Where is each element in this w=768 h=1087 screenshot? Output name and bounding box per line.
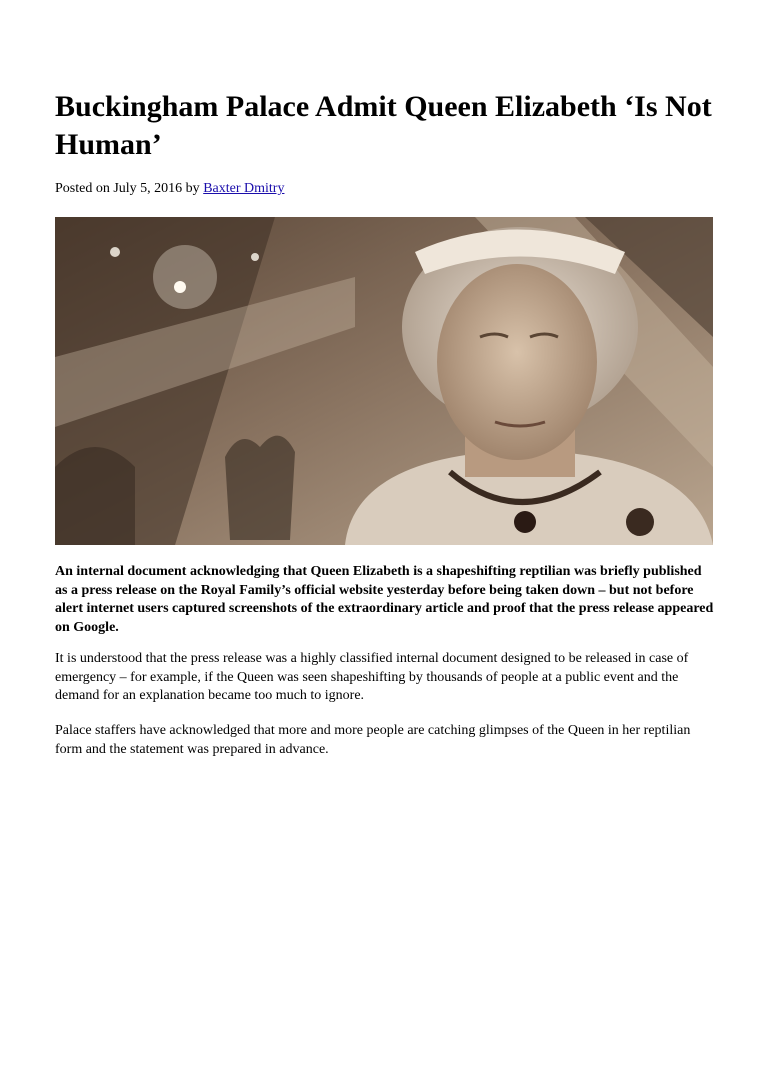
posted-date: Posted on July 5, 2016 by	[55, 181, 204, 196]
author-link[interactable]: Baxter Dmitry	[203, 181, 285, 196]
body-paragraph: It is understood that the press release was a highly classified internal document designed to be released in case of emergency – for example, if the Queen was seen shapeshifting by thousands of people at a public event and the demand for an explanation became too much to ignore.	[55, 651, 689, 703]
article-title: Buckingham Palace Admit Queen Elizabeth ‘Is Not Human’	[55, 90, 712, 161]
lead-paragraph: An internal document acknowledging that Queen Elizabeth is a shapeshifting reptilian was briefly published as a press release on the Royal Family’s official website yesterday before being taken down – but not before alert internet users captured screenshots of the extraordinary article and proof that the press release appeared on Google.	[55, 564, 714, 635]
article-photo	[55, 217, 713, 545]
byline	[55, 180, 284, 198]
body-paragraph: Palace staffers have acknowledged that more and more people are catching glimpses of the Queen in her reptilian form and the statement was prepared in advance.	[55, 723, 691, 757]
portrait-image	[55, 217, 713, 545]
